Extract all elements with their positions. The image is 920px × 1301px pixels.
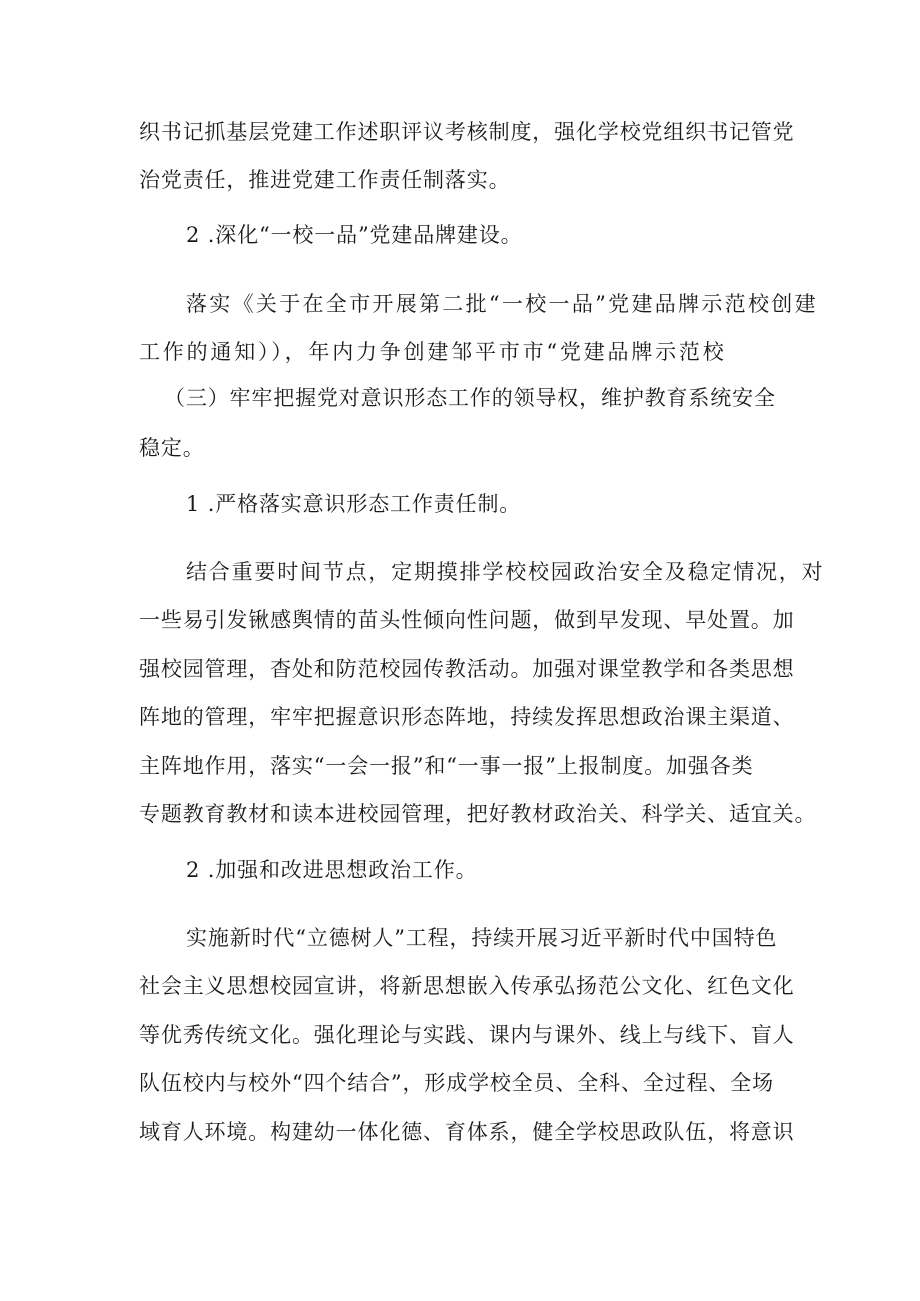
text-line: 工作的通知）），年内力争创建邹平市市“党建品牌示范校: [139, 340, 727, 364]
text-line: 治党责任，推进党建工作责任制落实。: [139, 168, 511, 192]
text-line: 稳定。: [139, 436, 205, 460]
section-heading: （三）牢牢把握党对意识形态工作的领导权，维护教育系统安全: [164, 386, 776, 410]
text-line: 结合重要时间节点，定期摸排学校校园政治安全及稳定情况，对: [186, 560, 825, 584]
text-line: 落实《关于在全市开展第二批“一校一品”党建品牌示范校创建: [186, 292, 818, 316]
text-line: 一些易引发锹感舆情的苗头性倾向性问题，做到早发现、早处置。加: [139, 608, 795, 632]
text-line: 等优秀传统文化。强化理论与实践、课内与课外、线上与线下、盲人: [139, 1023, 795, 1047]
section-heading: 2 .深化“一校一品”党建品牌建设。: [186, 223, 523, 247]
text-line: 主阵地作用，落实“一会一报”和“一事一报”上报制度。加强各类: [139, 754, 754, 778]
text-line: 织书记抓基层党建工作述职评议考核制度，强化学校党组织书记管党: [139, 120, 795, 144]
text-line: 强校园管理，杳处和防范校园传教活动。加强对课堂教学和各类思想: [139, 657, 795, 681]
text-line: 阵地的管理，牢牢把握意识形态阵地，持续发挥思想政治课主渠道、: [139, 705, 795, 729]
text-line: 专题教育教材和读本进校园管理，把好教材政治关、科学关、适宜关。: [139, 802, 817, 826]
section-heading: 2 .加强和改进思想政治工作。: [186, 858, 478, 882]
text-line: 域育人环境。构建幼一体化德、育体系，健全学校思政队伍，将意识: [139, 1120, 795, 1144]
text-line: 队伍校内与校外“四个结合”，形成学校全员、全科、全过程、全场: [139, 1071, 774, 1095]
text-line: 社会主义思想校园宣讲，将新思想嵌入传承弘扬范公文化、红色文化: [139, 974, 795, 998]
text-line: 实施新时代“立德树人”工程，持续开展习近平新时代中国特色: [186, 926, 778, 950]
section-heading: 1 .严格落实意识形态工作责任制。: [186, 492, 522, 516]
